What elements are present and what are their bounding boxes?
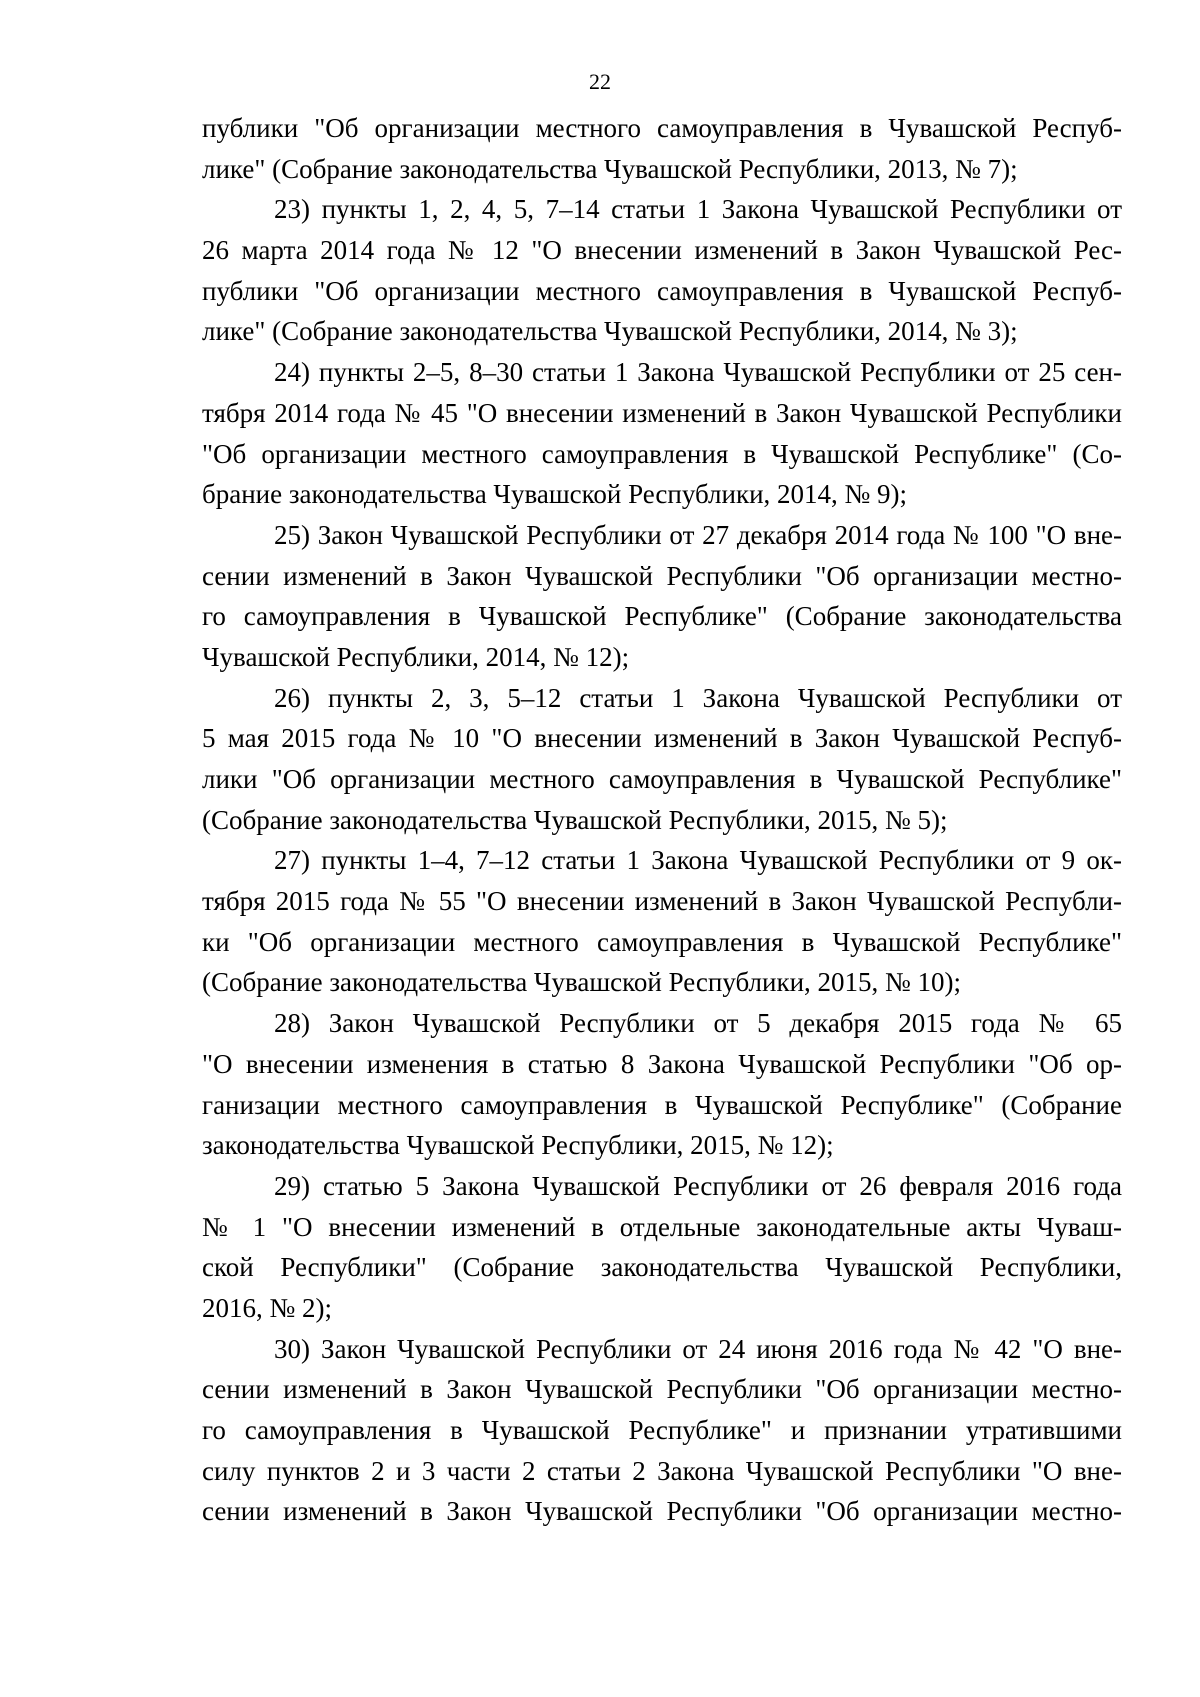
text-line: сении изменений в Закон Чувашской Республики "Об организации местно- — [202, 1496, 1122, 1527]
text-line: (Собрание законодательства Чувашской Республики, 2015, № 10); — [202, 967, 962, 998]
list-item-29-line: 29) статью 5 Закона Чувашской Республики от 26 февраля 2016 года — [274, 1170, 1122, 1201]
list-item-27-line: 27) пункты 1–4, 7–12 статьи 1 Закона Чувашской Республики от 9 ок- — [274, 845, 1122, 876]
list-item-26-line: 26) пункты 2, 3, 5–12 статьи 1 Закона Чувашской Республики от — [274, 682, 1122, 713]
text-line: ганизации местного самоуправления в Чувашской Республике" (Собрание — [202, 1089, 1122, 1120]
text-line: 5 мая 2015 года № 10 "О внесении изменений в Закон Чувашской Респуб- — [202, 723, 1122, 754]
text-line: силу пунктов 2 и 3 части 2 статьи 2 Закона Чувашской Республики "О вне- — [202, 1455, 1122, 1486]
text-line: сении изменений в Закон Чувашской Республики "Об организации местно- — [202, 1374, 1122, 1405]
list-item-23-line: 23) пункты 1, 2, 4, 5, 7–14 статьи 1 Закона Чувашской Республики от — [274, 194, 1122, 225]
list-item-25-line: 25) Закон Чувашской Республики от 27 декабря 2014 года № 100 "О вне- — [274, 519, 1122, 550]
page-number: 22 — [589, 69, 611, 94]
text-line: (Собрание законодательства Чувашской Республики, 2015, № 5); — [202, 804, 948, 835]
text-line: Чувашской Республики, 2014, № 12); — [202, 641, 630, 672]
text-line: 26 марта 2014 года № 12 "О внесении изменений в Закон Чувашской Рес- — [202, 235, 1122, 266]
text-line: законодательства Чувашской Республики, 2015, № 12); — [202, 1130, 834, 1161]
text-line: го самоуправления в Чувашской Республике" и признании утратившими — [202, 1415, 1122, 1445]
text-line: ской Республики" (Собрание законодательства Чувашской Республики, — [202, 1252, 1122, 1283]
text-line: лики "Об организации местного самоуправления в Чувашской Республике" — [202, 764, 1122, 794]
text-line: лике" (Собрание законодательства Чувашской Республики, 2013, № 7); — [202, 153, 1018, 184]
text-line: "О внесении изменения в статью 8 Закона Чувашской Республики "Об ор- — [202, 1048, 1122, 1079]
text-line: "Об организации местного самоуправления в Чувашской Республике" (Со- — [202, 438, 1122, 469]
text-line: публики "Об организации местного самоуправления в Чувашской Респуб- — [202, 275, 1122, 306]
text-line: 2016, № 2); — [202, 1292, 333, 1323]
list-item-24-line: 24) пункты 2–5, 8–30 статьи 1 Закона Чувашской Республики от 25 сен- — [274, 357, 1122, 388]
list-item-30-line: 30) Закон Чувашской Республики от 24 июня 2016 года № 42 "О вне- — [274, 1333, 1122, 1364]
text-line: публики "Об организации местного самоуправления в Чувашской Респуб- — [202, 113, 1122, 143]
document-body — [202, 108, 1122, 1532]
text-line: го самоуправления в Чувашской Республике" (Собрание законодательства — [202, 601, 1122, 632]
text-line: тября 2014 года № 45 "О внесении изменений в Закон Чувашской Республики — [202, 397, 1122, 428]
text-line: тября 2015 года № 55 "О внесении изменений в Закон Чувашской Республи- — [202, 886, 1122, 917]
text-line: брание законодательства Чувашской Республики, 2014, № 9); — [202, 479, 908, 510]
text-line: лике" (Собрание законодательства Чувашской Республики, 2014, № 3); — [202, 316, 1018, 347]
text-line: сении изменений в Закон Чувашской Республики "Об организации местно- — [202, 560, 1122, 591]
text-line: № 1 "О внесении изменений в отдельные законодательные акты Чуваш- — [202, 1211, 1122, 1242]
text-line: ки "Об организации местного самоуправления в Чувашской Республике" — [202, 926, 1122, 957]
list-item-28-line: 28) Закон Чувашской Республики от 5 декабря 2015 года № 65 — [274, 1008, 1122, 1039]
